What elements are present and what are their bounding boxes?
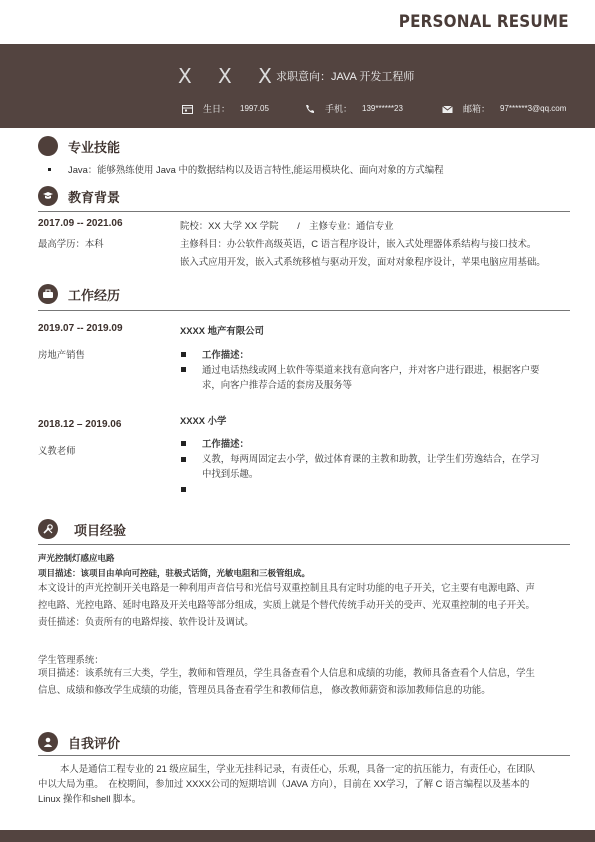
project-name: 声光控制灯感应电路 [38, 553, 115, 563]
education-school: 院校：XX 大学 XX 学院 / 主修专业：通信专业 [180, 220, 394, 231]
project-line: 责任描述：负责所有的电路焊接、软件设计及调试。 [38, 616, 254, 627]
education-courses-2: 嵌入式应用开发，嵌入式系统移植与驱动开发，面对对象程序设计，苹果电脑应用基础。 [180, 256, 546, 267]
phone-value: 139******23 [362, 104, 403, 113]
mail-icon [442, 104, 453, 114]
section-self [38, 732, 120, 752]
email-value: 97******3@qq.com [500, 104, 567, 113]
bullet-square [181, 457, 186, 462]
job-company: XXXX 小学 [180, 415, 227, 426]
project-name: 学生管理系统： [38, 654, 104, 665]
job-date: 2019.07 -- 2019.09 [38, 323, 123, 334]
job-desc-line: 通过电话热线或网上软件等渠道来找有意向客户，并对客户进行跟进，根据客户要 [202, 364, 540, 375]
email-info [442, 102, 566, 115]
project-line: 控电路、光控电路、延时电路及开关电路等部分组成，实质上就是个替代传统手动开关的受声、光双重控制的电子开关。 [38, 599, 535, 610]
section-title: 专业技能 [68, 139, 121, 155]
project-line: 项目描述：该系统有三大类，学生，教师和管理员，学生具备查看个人信息和成绩的功能，教师具备查看个人信息，学生 [38, 667, 535, 678]
objective-label: 求职意向： [276, 71, 331, 83]
section-title: 教育背景 [68, 189, 121, 205]
divider [38, 211, 570, 212]
self-line: 本人是通信工程专业的 21 级应届生，学业无挂科记录，有责任心，乐观，具备一定的抗压能力，有责任心，在团队 [60, 763, 536, 774]
phone-info [304, 102, 403, 115]
bullet-square [181, 367, 186, 372]
resume-title: PERSONAL RESUME [399, 12, 569, 31]
birth-label: 生日： [203, 104, 231, 114]
section-education [38, 186, 120, 206]
birth-info [182, 102, 269, 115]
user-icon [38, 732, 58, 752]
job-desc-label: 工作描述： [202, 438, 249, 449]
job-objective [276, 68, 414, 84]
phone-label: 手机： [325, 104, 353, 114]
divider [38, 544, 570, 545]
wrench-icon [38, 519, 58, 539]
job-role: 义教老师 [38, 445, 76, 456]
section-projects [38, 519, 126, 539]
project-line: 本文设计的声光控制开关电路是一种利用声音信号和光信号双重控制且具有定时功能的电子开关，它主要有电源电路、声 [38, 582, 535, 593]
calendar-icon [182, 104, 193, 114]
section-title: 项目经验 [74, 522, 127, 538]
self-evaluation [38, 761, 578, 806]
graduation-cap-icon [38, 186, 58, 206]
project-line: 信息、成绩和修改学生成绩的功能，管理员具备查看学生和教师信息， 修改教师薪资和添加教师信息的功能。 [38, 684, 491, 695]
birth-value: 1997.05 [240, 104, 269, 113]
job-desc-label: 工作描述： [202, 349, 249, 360]
skills-icon [38, 136, 58, 156]
self-line: 中以大局为重。 在校期间，参加过 XXXX公司的短期培训（JAVA 方向），目前在 XX学习，了解 C 语言编程以及基本的 [38, 778, 530, 789]
section-skills [38, 136, 120, 156]
bullet-square [181, 487, 186, 492]
section-title: 自我评价 [68, 735, 121, 751]
self-line: Linux 操作和shell 脚本。 [38, 793, 142, 804]
phone-icon [304, 104, 315, 114]
project-detail [38, 579, 578, 630]
education-courses-1: 主修科目：办公软件高级英语，C 语言程序设计，嵌入式处理器体系结构与接口技术。 [180, 238, 537, 249]
skill-item: Java：能够熟练使用 Java 中的数据结构以及语言特性,能运用模块化、面向对象的方式编程 [68, 164, 444, 175]
job-company: XXXX 地产有限公司 [180, 325, 264, 336]
job-desc-line: 义教，每两周固定去小学，做过体育课的主教和助教，让学生们劳逸结合，在学习 [202, 453, 540, 464]
education-degree: 最高学历：本科 [38, 238, 104, 249]
job-desc-line: 中找到乐趣。 [202, 468, 259, 479]
education-date: 2017.09 -- 2021.06 [38, 218, 123, 229]
project-desc: 项目描述：该项目由单向可控硅，驻极式话筒，光敏电阻和三极管组成。 [38, 568, 311, 578]
section-work [38, 284, 120, 304]
section-title: 工作经历 [68, 287, 121, 303]
objective-value: JAVA 开发工程师 [331, 71, 415, 83]
project-detail [38, 664, 578, 698]
header-band [0, 44, 595, 128]
briefcase-icon [38, 284, 58, 304]
candidate-name: X X X [178, 64, 282, 88]
divider [38, 310, 570, 311]
divider [38, 755, 570, 756]
email-label: 邮箱： [463, 104, 491, 114]
bullet-dot [48, 168, 51, 171]
bullet-square [181, 352, 186, 357]
footer-band [0, 830, 595, 842]
job-date: 2018.12 – 2019.06 [38, 419, 122, 430]
job-role: 房地产销售 [38, 349, 85, 360]
job-desc-line: 求，向客户推荐合适的套房及服务等 [202, 379, 353, 390]
bullet-square [181, 441, 186, 446]
